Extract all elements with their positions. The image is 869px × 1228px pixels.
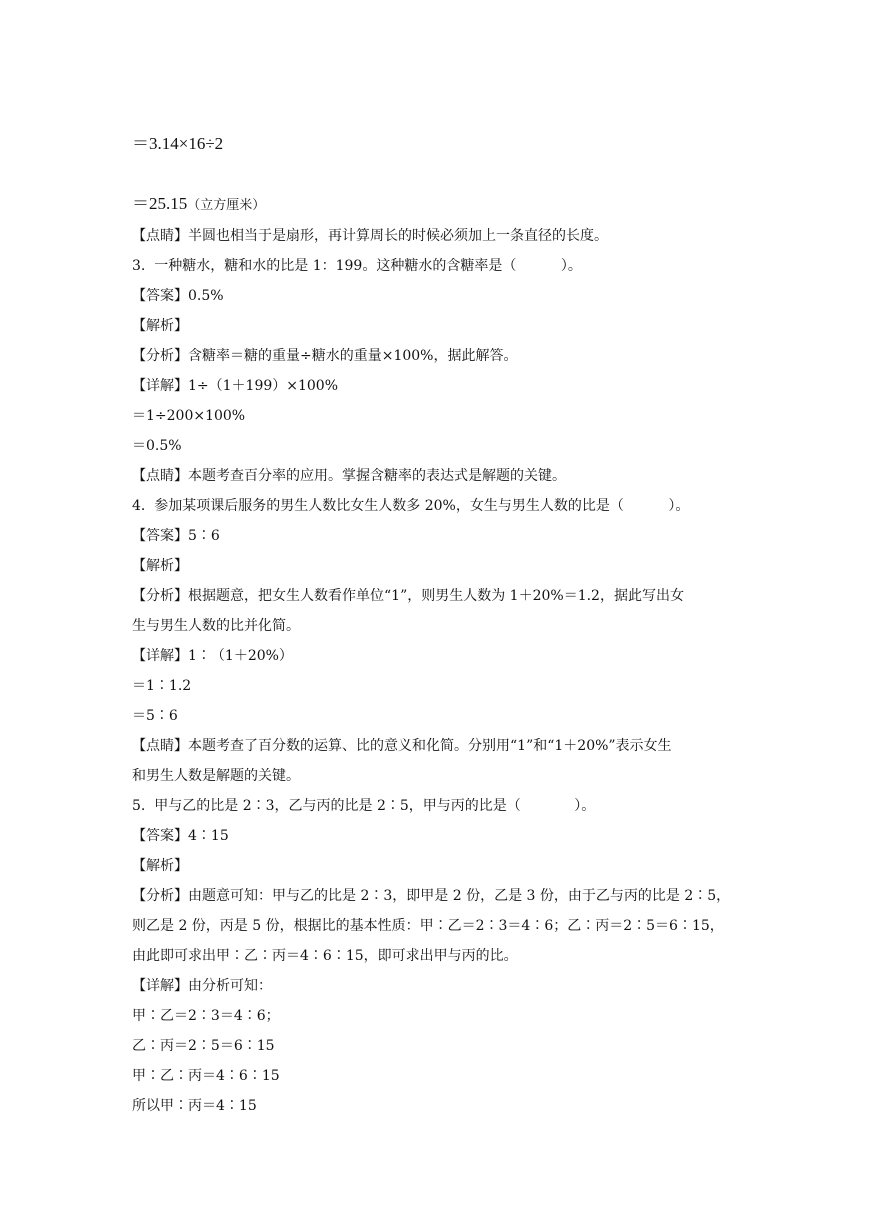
q4-step-1: ＝1∶1.2 <box>132 678 192 694</box>
q3-answer: 【答案】0.5% <box>132 288 224 304</box>
q4-fenxi-line-1: 【分析】根据题意，把女生人数看作单位“1”，则男生人数为 1＋20%＝1.2，据此写出女 <box>132 588 684 604</box>
q2-step-2-unit: （立方厘米） <box>187 198 266 213</box>
q5-fenxi-line-3: 由此即可求出甲∶乙∶丙＝4∶6∶15，即可求出甲与丙的比。 <box>132 948 518 964</box>
q2-dianjing: 【点睛】半圆也相当于是扇形，再计算周长的时候必须加上一条直径的长度。 <box>132 228 608 244</box>
q3-fenxi: 【分析】含糖率＝糖的重量÷糖水的重量×100%，据此解答。 <box>132 348 518 364</box>
q5-line-4: 所以甲∶丙＝4∶15 <box>132 1098 257 1114</box>
q3-jiexi: 【解析】 <box>132 318 188 334</box>
q5-fenxi-line-1: 【分析】由题意可知：甲与乙的比是 2∶3，即甲是 2 份，乙是 3 份，由于乙与丙的比是 2∶5， <box>132 888 731 904</box>
q3-step-2: ＝0.5% <box>132 438 182 454</box>
q5-answer: 【答案】4∶15 <box>132 828 229 844</box>
q4-dianjing-line-2: 和男生人数是解题的关键。 <box>132 768 300 784</box>
q3-question: 3. 一种糖水，糖和水的比是 1：199。这种糖水的含糖率是（ ）。 <box>132 258 582 274</box>
q5-line-1: 甲∶乙＝2∶3＝4∶6； <box>132 1008 280 1024</box>
q5-xiangjie: 【详解】由分析可知： <box>132 978 272 994</box>
q5-line-2: 乙∶丙＝2∶5＝6∶15 <box>132 1038 275 1054</box>
q2-step-2-value: ＝25.15 <box>132 194 188 213</box>
q4-xiangjie: 【详解】1∶（1＋20%） <box>132 648 293 664</box>
q4-dianjing-line-1: 【点睛】本题考查了百分数的运算、比的意义和化简。分别用“1”和“1＋20%”表示女生 <box>132 738 672 754</box>
q4-answer: 【答案】5∶6 <box>132 528 220 544</box>
q4-jiexi: 【解析】 <box>132 558 188 574</box>
q2-step-2 <box>132 194 772 216</box>
q3-dianjing: 【点睛】本题考查百分率的应用。掌握含糖率的表达式是解题的关键。 <box>132 468 566 484</box>
q3-step-1: ＝1÷200×100% <box>132 408 246 424</box>
q4-fenxi-line-2: 生与男生人数的比并化简。 <box>132 618 300 634</box>
q2-step-1: ＝3.14×16÷2 <box>132 134 224 153</box>
q4-step-2: ＝5∶6 <box>132 708 178 724</box>
q5-question: 5. 甲与乙的比是 2∶3，乙与丙的比是 2∶5，甲与丙的比是（ ）。 <box>132 798 596 814</box>
q5-line-3: 甲∶乙∶丙＝4∶6∶15 <box>132 1068 280 1084</box>
q5-jiexi: 【解析】 <box>132 858 188 874</box>
q4-question: 4. 参加某项课后服务的男生人数比女生人数多 20%，女生与男生人数的比是（ ）。 <box>132 498 690 514</box>
q3-xiangjie: 【详解】1÷（1＋199）×100% <box>132 378 339 394</box>
q5-fenxi-line-2: 则乙是 2 份，丙是 5 份，根据比的基本性质：甲∶乙＝2∶3＝4∶6；乙∶丙＝2∶5＝6∶15， <box>132 918 724 934</box>
